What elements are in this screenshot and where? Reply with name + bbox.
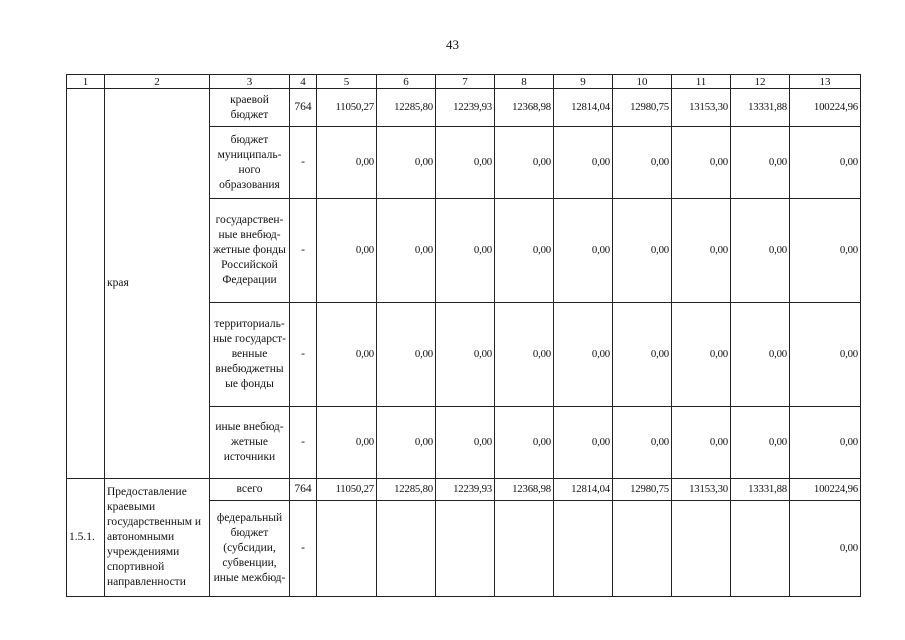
value-cell: 13331,88 [731,479,790,501]
header-cell: 12 [731,75,790,89]
value-cell: 0,00 [495,407,554,479]
value-cell: 0,00 [790,501,861,597]
value-cell: 12368,98 [495,479,554,501]
row-number-cell [67,89,105,479]
value-cell: 0,00 [554,199,613,303]
value-cell: 0,00 [672,407,731,479]
value-cell: 0,00 [436,199,495,303]
value-cell: 0,00 [731,199,790,303]
value-cell: 0,00 [790,127,861,199]
value-cell: 12814,04 [554,89,613,127]
header-cell: 10 [613,75,672,89]
row-name-cell: Предоставление краевыми государственным и автономными учреждениями спортивной направленности [105,479,210,597]
funding-source-cell: иные внебюд-жетные источники [210,407,290,479]
value-cell: 0,00 [790,199,861,303]
value-cell: 0,00 [554,407,613,479]
value-cell [495,501,554,597]
value-cell: 0,00 [613,303,672,407]
value-cell: 12285,80 [377,479,436,501]
value-cell: 13153,30 [672,479,731,501]
value-cell: 0,00 [436,303,495,407]
value-cell: 12239,93 [436,479,495,501]
header-cell: 6 [377,75,436,89]
value-cell [731,501,790,597]
value-cell: 0,00 [436,407,495,479]
header-cell: 13 [790,75,861,89]
header-cell: 11 [672,75,731,89]
value-cell: 0,00 [613,407,672,479]
value-cell: 100224,96 [790,89,861,127]
funding-source-cell: федеральный бюджет (субсидии, субвенции, иные межбюд- [210,501,290,597]
value-cell: 0,00 [377,127,436,199]
row-name-cell: края [105,89,210,479]
value-cell [377,501,436,597]
value-cell: 0,00 [495,303,554,407]
value-cell: 0,00 [495,199,554,303]
value-cell: 0,00 [731,303,790,407]
header-cell: 7 [436,75,495,89]
value-cell: 0,00 [672,127,731,199]
header-cell: 9 [554,75,613,89]
value-cell: 11050,27 [317,479,377,501]
value-cell: 0,00 [672,303,731,407]
header-cell: 1 [67,75,105,89]
value-cell [672,501,731,597]
table-row [67,479,861,501]
value-cell [613,501,672,597]
funding-source-cell: бюджет муниципаль-ного образования [210,127,290,199]
value-cell [317,501,377,597]
value-cell: 0,00 [317,303,377,407]
value-cell: 13331,88 [731,89,790,127]
code-cell: - [290,127,317,199]
value-cell: 13153,30 [672,89,731,127]
funding-source-cell: краевой бюджет [210,89,290,127]
value-cell: 12814,04 [554,479,613,501]
funding-source-cell: территориаль-ные государст-венные внебюджетны ые фонды [210,303,290,407]
funding-source-cell: государствен-ные внебюд-жетные фонды Российской Федерации [210,199,290,303]
header-cell: 2 [105,75,210,89]
value-cell [554,501,613,597]
value-cell: 0,00 [436,127,495,199]
value-cell [436,501,495,597]
code-cell: - [290,501,317,597]
value-cell: 0,00 [317,407,377,479]
funding-source-cell: всего [210,479,290,501]
value-cell: 0,00 [731,127,790,199]
header-cell: 5 [317,75,377,89]
value-cell: 0,00 [495,127,554,199]
budget-table [66,74,861,597]
code-cell: - [290,303,317,407]
value-cell: 11050,27 [317,89,377,127]
header-cell: 3 [210,75,290,89]
value-cell: 0,00 [317,127,377,199]
value-cell: 0,00 [613,127,672,199]
value-cell: 0,00 [613,199,672,303]
table-row [67,89,861,127]
code-cell: - [290,199,317,303]
value-cell: 0,00 [790,407,861,479]
code-cell: 764 [290,89,317,127]
value-cell: 0,00 [790,303,861,407]
value-cell: 0,00 [377,199,436,303]
value-cell: 12368,98 [495,89,554,127]
page-number: 43 [446,37,459,52]
code-cell: - [290,407,317,479]
value-cell: 0,00 [554,303,613,407]
header-cell: 4 [290,75,317,89]
value-cell: 12285,80 [377,89,436,127]
value-cell: 12980,75 [613,479,672,501]
header-row [67,75,861,89]
value-cell: 0,00 [672,199,731,303]
value-cell: 0,00 [731,407,790,479]
value-cell: 0,00 [377,407,436,479]
value-cell: 0,00 [554,127,613,199]
header-cell: 8 [495,75,554,89]
code-cell: 764 [290,479,317,501]
row-number-cell: 1.5.1. [67,479,105,597]
value-cell: 12980,75 [613,89,672,127]
value-cell: 12239,93 [436,89,495,127]
value-cell: 100224,96 [790,479,861,501]
value-cell: 0,00 [377,303,436,407]
value-cell: 0,00 [317,199,377,303]
